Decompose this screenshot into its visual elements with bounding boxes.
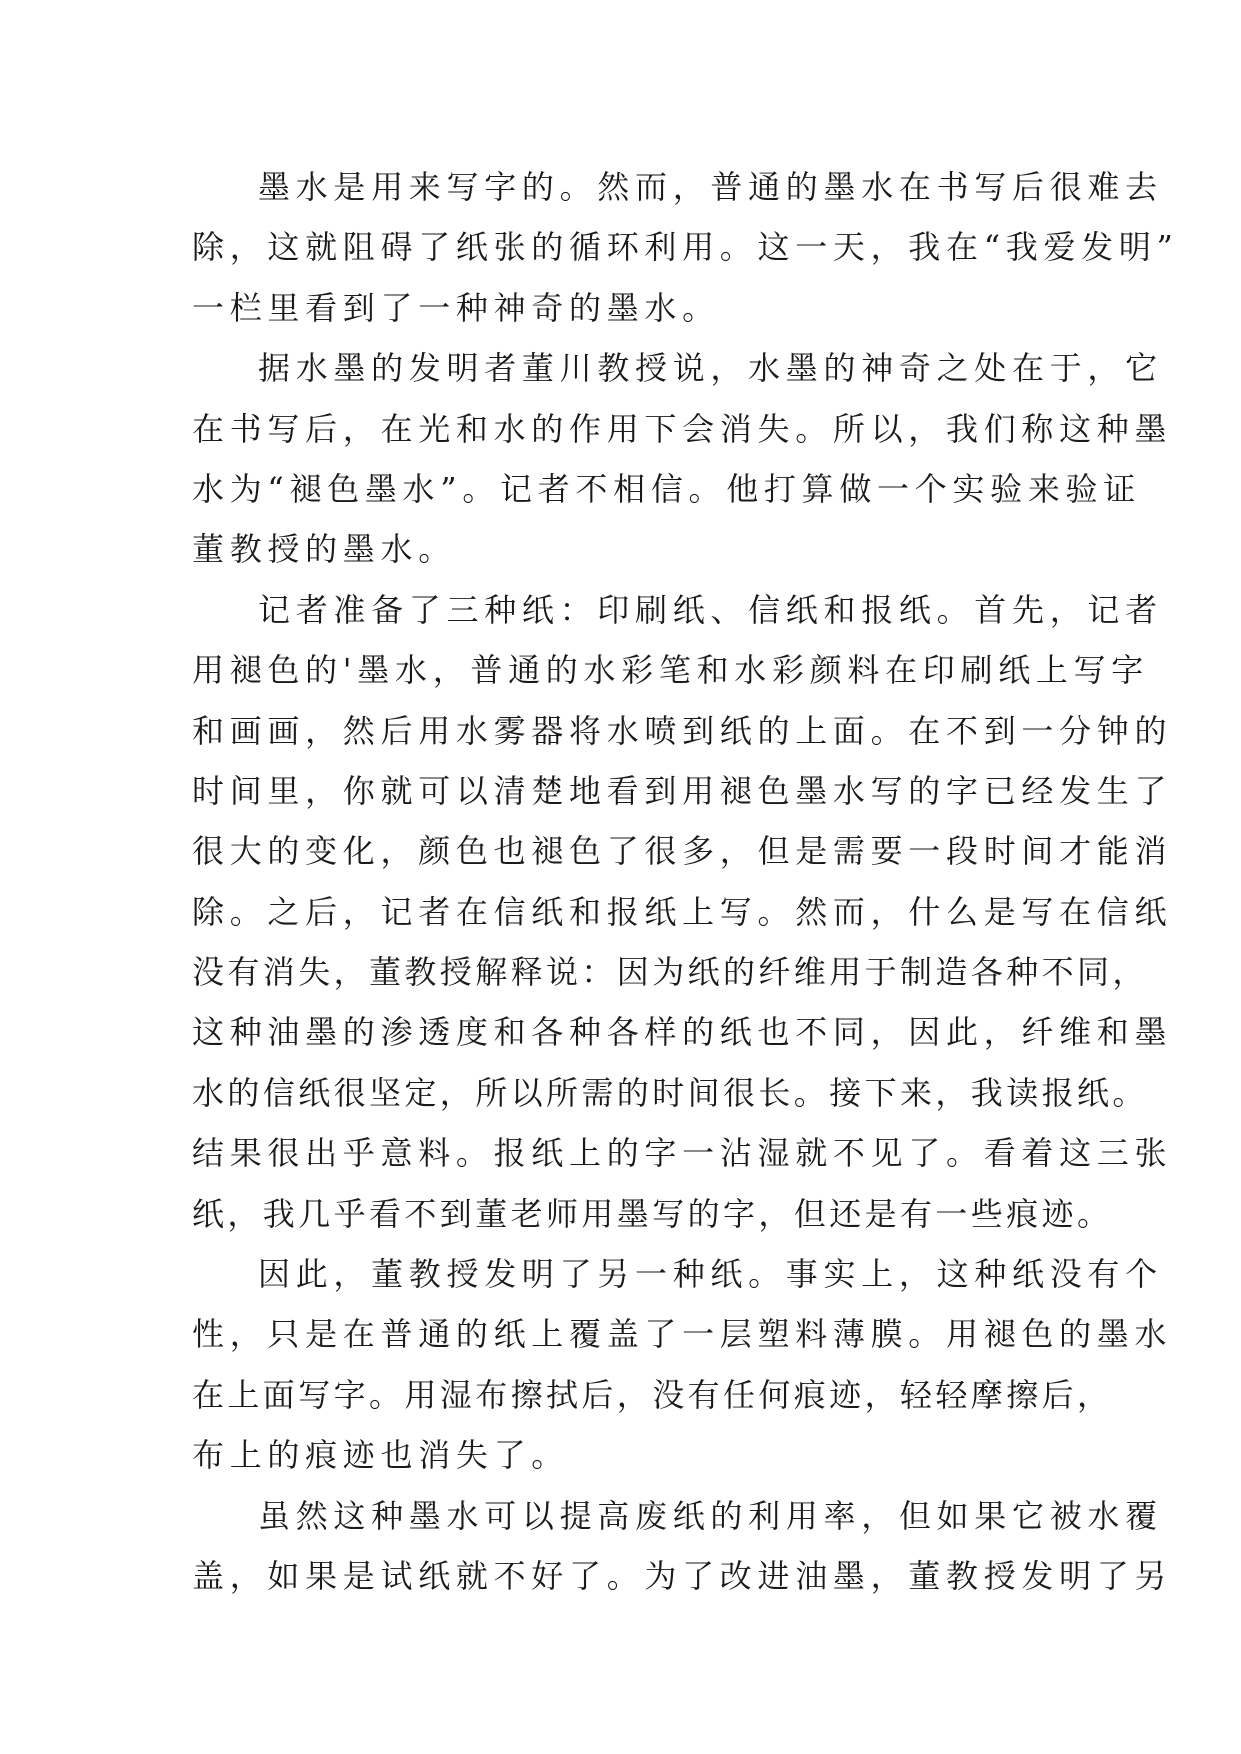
text-line: 水为“褪色墨水”。记者不相信。他打算做一个实验来验证 [192, 469, 1141, 508]
text-line: 除。之后，记者在信纸和报纸上写。然而，什么是写在信纸 [192, 892, 1173, 931]
text-line: 记者准备了三种纸：印刷纸、信纸和报纸。首先，记者 [258, 590, 1163, 629]
text-line: 用褪色的'墨水，普通的水彩笔和水彩颜料在印刷纸上写字 [192, 651, 1149, 690]
text-line: 水的信纸很坚定，所以所需的时间很长。接下来，我读报纸。 [192, 1073, 1148, 1112]
text-line: 在上面写字。用湿布擦拭后，没有任何痕迹，轻轻摩擦后， [192, 1375, 1113, 1414]
text-line: 结果很出乎意料。报纸上的字一沾湿就不见了。看着这三张 [192, 1134, 1173, 1173]
text-line: 没有消失，董教授解释说：因为纸的纤维用于制造各种不同， [192, 953, 1148, 992]
text-line: 这种油墨的渗透度和各种各样的纸也不同，因此，纤维和墨 [192, 1013, 1173, 1052]
text-line: 很大的变化，颜色也褪色了很多，但是需要一段时间才能消 [192, 832, 1173, 871]
text-line: 一栏里看到了一种神奇的墨水。 [192, 288, 720, 327]
text-line: 时间里，你就可以清楚地看到用褪色墨水写的字已经发生了 [192, 771, 1173, 810]
text-line: 盖，如果是试纸就不好了。为了改进油墨，董教授发明了另 [192, 1556, 1173, 1595]
text-line: 布上的痕迹也消失了。 [192, 1436, 570, 1475]
text-line: 虽然这种墨水可以提高废纸的利用率，但如果它被水覆 [258, 1496, 1163, 1535]
text-line: 性，只是在普通的纸上覆盖了一层塑料薄膜。用褪色的墨水 [192, 1315, 1173, 1354]
text-line: 据水墨的发明者董川教授说，水墨的神奇之处在于，它 [258, 349, 1163, 388]
article-body [192, 157, 1179, 1606]
text-line: 因此，董教授发明了另一种纸。事实上，这种纸没有个 [258, 1255, 1163, 1294]
text-line: 在书写后，在光和水的作用下会消失。所以，我们称这种墨 [192, 409, 1173, 448]
text-line: 和画画，然后用水雾器将水喷到纸的上面。在不到一分钟的 [192, 711, 1173, 750]
text-line: 墨水是用来写字的。然而，普通的墨水在书写后很难去 [258, 168, 1163, 206]
text-line: 除，这就阻碍了纸张的循环利用。这一天，我在“我爱发明” [192, 228, 1179, 267]
text-line: 纸，我几乎看不到董老师用墨写的字，但还是有一些痕迹。 [192, 1194, 1113, 1233]
text-line: 董教授的墨水。 [192, 530, 456, 569]
